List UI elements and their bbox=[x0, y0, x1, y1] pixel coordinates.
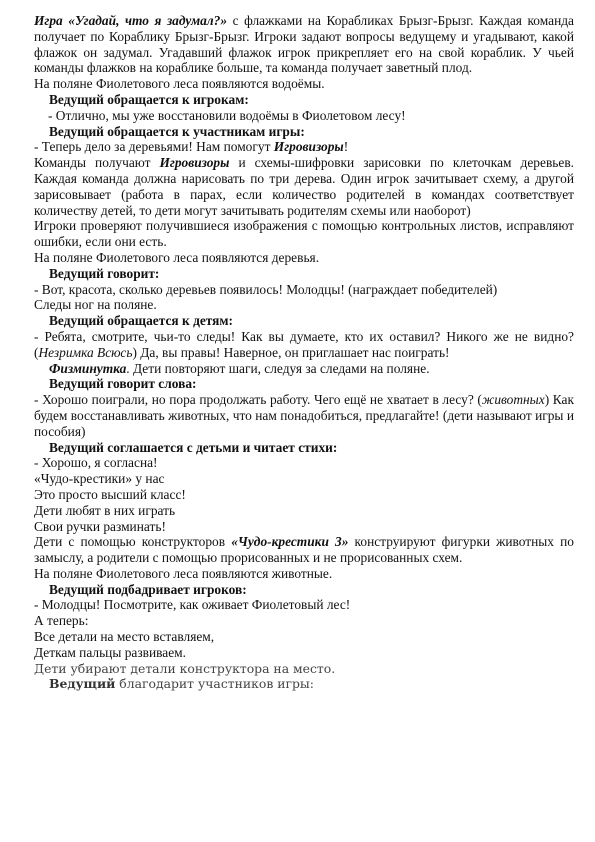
host-remark: Ведущий обращается к игрокам: bbox=[49, 91, 249, 107]
poem-line: «Чудо-крестики» у нас bbox=[34, 471, 165, 487]
speech-text: - Хорошо поиграли, но пора продолжать работу. Чего ещё не хватает в лесу? ( bbox=[34, 392, 482, 408]
poem-line: А теперь: bbox=[34, 613, 89, 629]
paragraph-text: и схемы-шифровки зарисовки по клеточкам деревьев. Каждая команда должна нарисовать по три дерева. Один игрок зачитывает схему, а другой зарисовывает (работа в парах, если количество родителей в командах соответствует количеству детей, то дети могут зачитывать родителям схемы или наоборот) bbox=[34, 155, 574, 218]
paragraph-text: конструируют фигурки животных по замыслу, а родители с помощью прорисованных и не прорисованных схем. bbox=[34, 534, 574, 566]
answer-hint: животных bbox=[481, 392, 545, 408]
poem-line: Дети любят в них играть bbox=[34, 502, 176, 518]
host-remark: Ведущий обращается к детям: bbox=[49, 313, 234, 329]
poem-line: Это просто высший класс! bbox=[34, 486, 186, 502]
paragraph-teams-draw bbox=[34, 155, 574, 218]
character-name: Незримка Всюсь bbox=[38, 344, 133, 360]
paragraph-text: благодарит участников игры: bbox=[115, 676, 314, 692]
host-remark: Ведущий говорит слова: bbox=[49, 376, 197, 392]
host-speech bbox=[34, 329, 574, 361]
speech-text: ) Да, вы правы! Наверное, он приглашает нас поиграть! bbox=[132, 344, 450, 360]
paragraph-check-drawings: Игроки проверяют получившиеся изображения с помощью контрольных листов, исправляют ошибки, если они есть. bbox=[34, 218, 574, 250]
activity-title: Физминутка bbox=[49, 360, 127, 376]
host-speech: - Молодцы! Посмотрите, как оживает Фиолетовый лес! bbox=[34, 597, 351, 613]
host-speech bbox=[34, 139, 574, 155]
host-speech: - Вот, красота, сколько деревьев появилось! Молодцы! (награждает победителей) bbox=[34, 281, 498, 297]
poem-line: - Хорошо, я согласна! bbox=[34, 455, 158, 471]
speech-text: ! bbox=[343, 139, 349, 155]
game-title: Игра «Угадай, что я задумал?» bbox=[34, 13, 228, 28]
game-name: Игровизоры bbox=[159, 155, 230, 171]
host-speech bbox=[34, 392, 574, 439]
speech-text: - Теперь дело за деревьями! Нам помогут bbox=[34, 139, 274, 155]
paragraph-animals-appear: На поляне Фиолетового леса появляются животные. bbox=[34, 565, 333, 581]
host-label: Ведущий bbox=[49, 676, 116, 692]
paragraph-footprints: Следы ног на поляне. bbox=[34, 297, 157, 313]
host-remark: Ведущий подбадривает игроков: bbox=[49, 581, 247, 597]
paragraph-constructors bbox=[34, 534, 574, 566]
constructor-name: «Чудо-крестики 3» bbox=[231, 534, 349, 550]
poem-line: Свои ручки разминать! bbox=[34, 518, 166, 534]
paragraph-game-guess bbox=[34, 13, 574, 76]
host-remark: Ведущий соглашается с детьми и читает стихи: bbox=[49, 439, 338, 455]
paragraph-ponds-appear: На поляне Фиолетового леса появляются водоёмы. bbox=[34, 76, 325, 92]
paragraph-trees-appear: На поляне Фиолетового леса появляются деревья. bbox=[34, 249, 320, 265]
speech-text: - Ребята, смотрите, чьи-то следы! Как вы думаете, кто их оставил? Никого же не видно? ( bbox=[34, 328, 574, 360]
paragraph-cleanup: Дети убирают детали конструктора на место. bbox=[34, 660, 336, 676]
host-remark: Ведущий говорит: bbox=[49, 265, 160, 281]
paragraph-text: Команды получают bbox=[34, 155, 160, 171]
poem-line: Деткам пальцы развиваем. bbox=[34, 644, 186, 660]
host-remark: Ведущий обращается к участникам игры: bbox=[49, 123, 305, 139]
paragraph-text: Дети с помощью конструкторов bbox=[34, 534, 232, 550]
poem-line: Все детали на место вставляем, bbox=[34, 629, 215, 645]
paragraph-physical-minute bbox=[34, 361, 574, 377]
host-remark bbox=[34, 676, 574, 692]
host-speech: - Отлично, мы уже восстановили водоёмы в Фиолетовом лесу! bbox=[48, 107, 406, 123]
speech-text: ) Как будем восстанавливать животных, что нам понадобиться, предлагайте! (дети называют игры и пособия) bbox=[34, 392, 574, 439]
paragraph-text: . Дети повторяют шаги, следуя за следами на поляне. bbox=[126, 360, 430, 376]
paragraph-text: с флажками на Корабликах Брызг-Брызг. Каждая команда получает по Кораблику Брызг-Брызг. Игроки задают вопросы ведущему и угадывают, какой флажок он задумал. Угадавший флажок игрок прикрепляет его на свой кораблик. У чьей команды флажков на кораблике больше, та команда получает заветный плод. bbox=[34, 13, 574, 76]
document-body bbox=[34, 13, 574, 692]
game-name: Игровизоры bbox=[273, 139, 344, 155]
